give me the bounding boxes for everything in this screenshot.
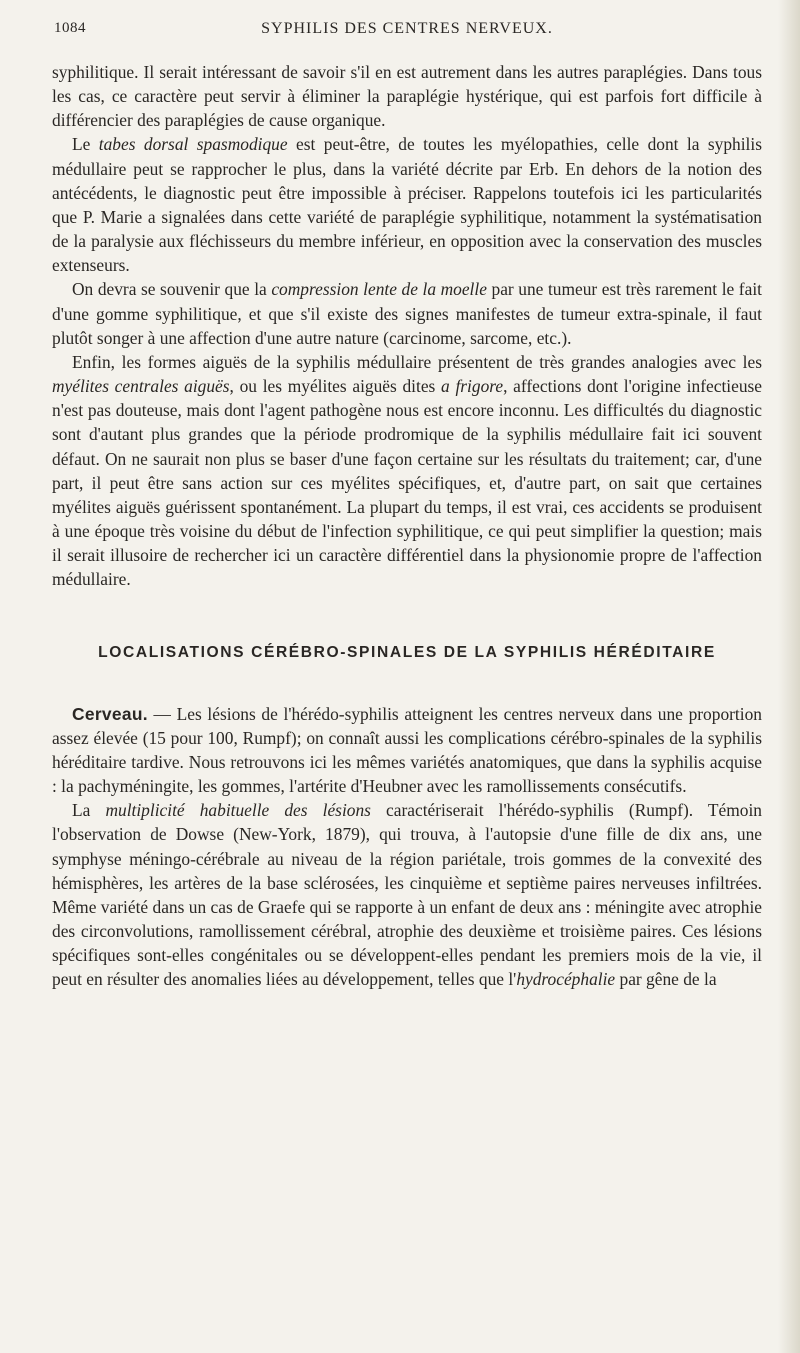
- page-edge-shadow: [778, 0, 800, 1353]
- italic-term: myélites centrales aiguës: [52, 376, 230, 397]
- paragraph-multiplicite: La multiplicité habituelle des lésions caractériserait l'hérédo-syphilis (Rumpf). Témoin l'observation de Dowse (New-York, 1879), qui trouva, à l'autopsie d'une fille de dix ans, une symphyse méningo-cérébrale au niveau de la région pariétale, trois gommes de la convexité des hémisphères, les artères de la base sclérosées, les cinquième et septième paires nerveuses infiltrées. Même variété dans un cas de Graefe qui se rapporte à un enfant de deux ans : méningite avec atrophie des circonvolutions, ramollissement cérébral, atrophie des deuxième et troisième paires. Ces lésions spécifiques sont-elles congénitales ou se développent-elles pendant les premiers mois de la vie, il peut en résulter des anomalies liées au développement, telles que l'hydrocéphalie par gêne de la: [52, 800, 762, 990]
- section-heading: LOCALISATIONS CÉRÉBRO-SPINALES DE LA SYPHILIS HÉRÉDITAIRE: [98, 644, 716, 662]
- paragraph-compression-lente: On devra se souvenir que la compression lente de la moelle par une tumeur est très rarement le fait d'une gomme syphilitique, et que s'il existe des signes manifestes de tumeur extra-spinale, il faut plutôt songer à une affection d'une autre nature (carcinome, sarcome, etc.).: [52, 279, 762, 348]
- body-text: [52, 60, 762, 991]
- italic-term: compression lente de la moelle: [271, 279, 487, 300]
- paragraph-formes-aigues: Enfin, les formes aiguës de la syphilis médullaire présentent de très grandes analogies avec les myélites centrales aiguës, ou les myélites aiguës dites a frigore, affections dont l'origine infectieuse n'est pas douteuse, mais dont l'agent pathogène nous est encore inconnu. Les difficultés du diagnostic sont d'autant plus grandes que la période prodromique de la syphilis médullaire fait ici souvent défaut. On ne saurait non plus se baser d'une façon certaine sur les résultats du traitement; car, d'une part, il peut être sans action sur ces myélites spécifiques, et, d'autre part, on sait que certaines myélites aiguës guérissent spontanément. La plupart du temps, il est vrai, ces accidents se produisent à une époque très voisine du début de l'infection syphilitique, ce qui peut simplifier la question; mais il serait illusoire de rechercher ici un caractère différentiel dans la physionomie propre de l'affection médullaire.: [52, 351, 763, 590]
- page-number: 1084: [54, 20, 86, 36]
- page-header: [52, 0, 762, 60]
- italic-term: a frigore: [441, 376, 504, 397]
- paragraph-cerveau: Cerveau. — Les lésions de l'hérédo-syphilis atteignent les centres nerveux dans une proportion assez élevée (15 pour 100, Rumpf); on connaît aussi les complications cérébro-spinales de la syphilis héréditaire tardive. Nous retrouvons ici les mêmes variétés anatomiques, que dans la syphilis acquise : la pachyméningite, les gommes, l'artérite d'Heubner avec les ramollissements consécutifs.: [52, 703, 762, 797]
- italic-term: tabes dorsal spasmodique: [98, 134, 288, 155]
- book-page: [52, 0, 762, 1353]
- italic-term: hydrocéphalie: [516, 969, 616, 990]
- italic-term: multiplicité habituelle des lésions: [105, 800, 371, 821]
- running-title: SYPHILIS DES CENTRES NERVEUX.: [261, 20, 553, 37]
- paragraph-tabes-spasmodique: Le tabes dorsal spasmodique est peut-être, de toutes les myélopathies, celle dont la syphilis médullaire peut se rapprocher le plus, dans la variété décrite par Erb. En dehors de la notion des antécédents, le diagnostic peut être impossible à préciser. Rappelons toutefois ici les particularités que P. Marie a signalées dans cette variété de paraplégie syphilitique, notamment la systématisation de la paralysie aux fléchisseurs du membre inférieur, en opposition avec la conservation des muscles extenseurs.: [52, 134, 762, 276]
- paragraph-continued: syphilitique. Il serait intéressant de savoir s'il en est autrement dans les autres paraplégies. Dans tous les cas, ce caractère peut servir à éliminer la paraplégie hystérique, qui est parfois fort difficile à différencier des paraplégies de cause organique.: [52, 62, 762, 131]
- run-in-heading: Cerveau.: [72, 703, 148, 724]
